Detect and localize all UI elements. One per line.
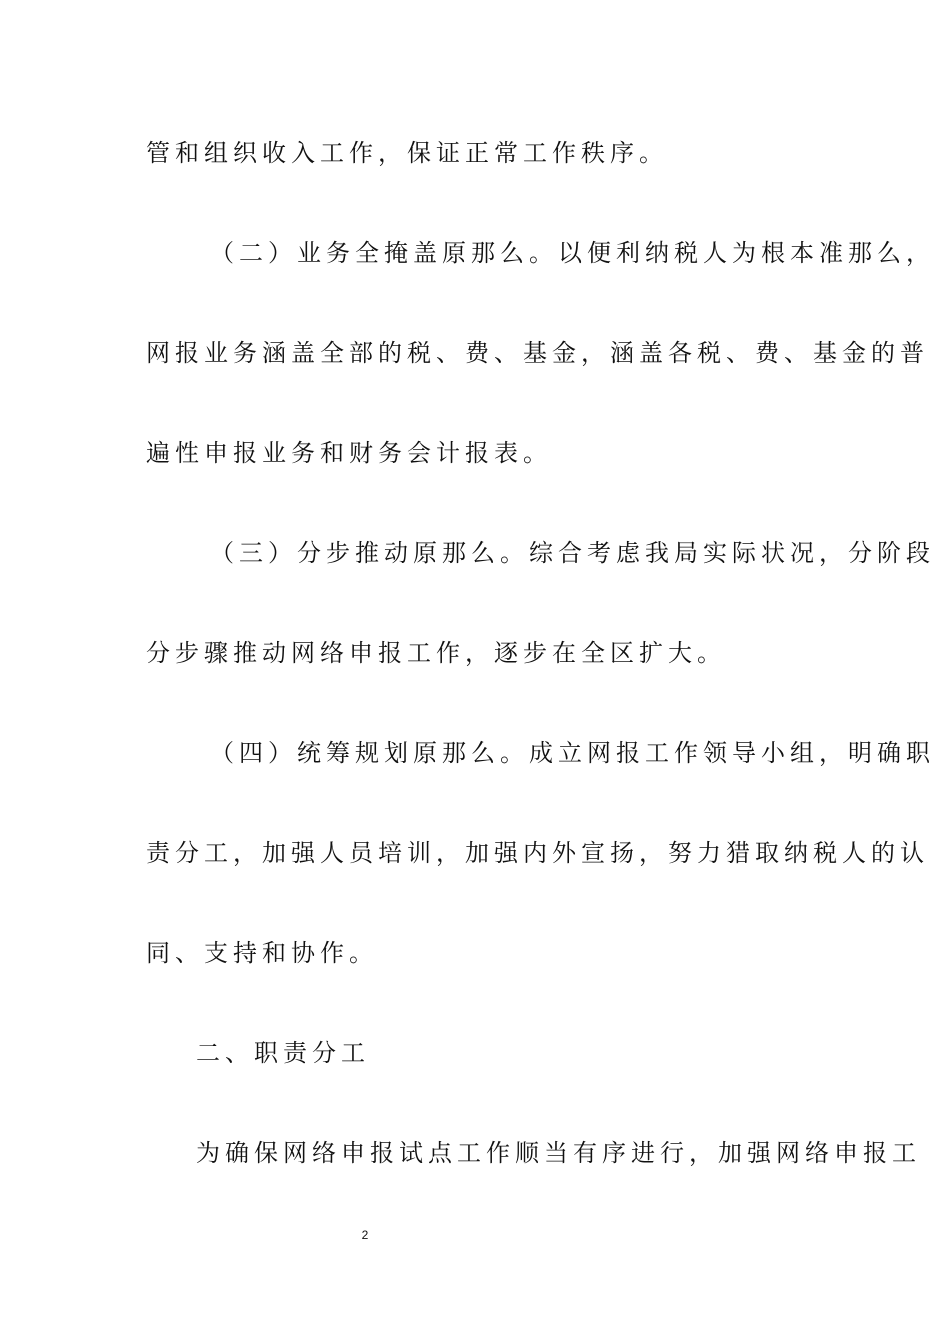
paragraph-line-5: （三）分步推动原那么。综合考虑我局实际状况，分阶段 [210, 539, 935, 567]
paragraph-line-3: 网报业务涵盖全部的税、费、基金，涵盖各税、费、基金的普 [146, 339, 929, 367]
section-heading: 二、职责分工 [196, 1039, 370, 1067]
paragraph-line-1: 管和组织收入工作，保证正常工作秩序。 [146, 139, 668, 167]
paragraph-line-9: 同、支持和协作。 [146, 939, 378, 967]
paragraph-line-4: 遍性申报业务和财务会计报表。 [146, 439, 552, 467]
paragraph-line-7: （四）统筹规划原那么。成立网报工作领导小组，明确职 [210, 739, 935, 767]
paragraph-line-8: 责分工，加强人员培训，加强内外宣扬，努力猎取纳税人的认 [146, 839, 929, 867]
page-number: 2 [361, 1228, 369, 1242]
paragraph-line-11: 为确保网络申报试点工作顺当有序进行，加强网络申报工 [196, 1139, 921, 1167]
paragraph-line-2: （二）业务全掩盖原那么。以便利纳税人为根本准那么， [210, 239, 935, 267]
paragraph-line-6: 分步骤推动网络申报工作，逐步在全区扩大。 [146, 639, 726, 667]
